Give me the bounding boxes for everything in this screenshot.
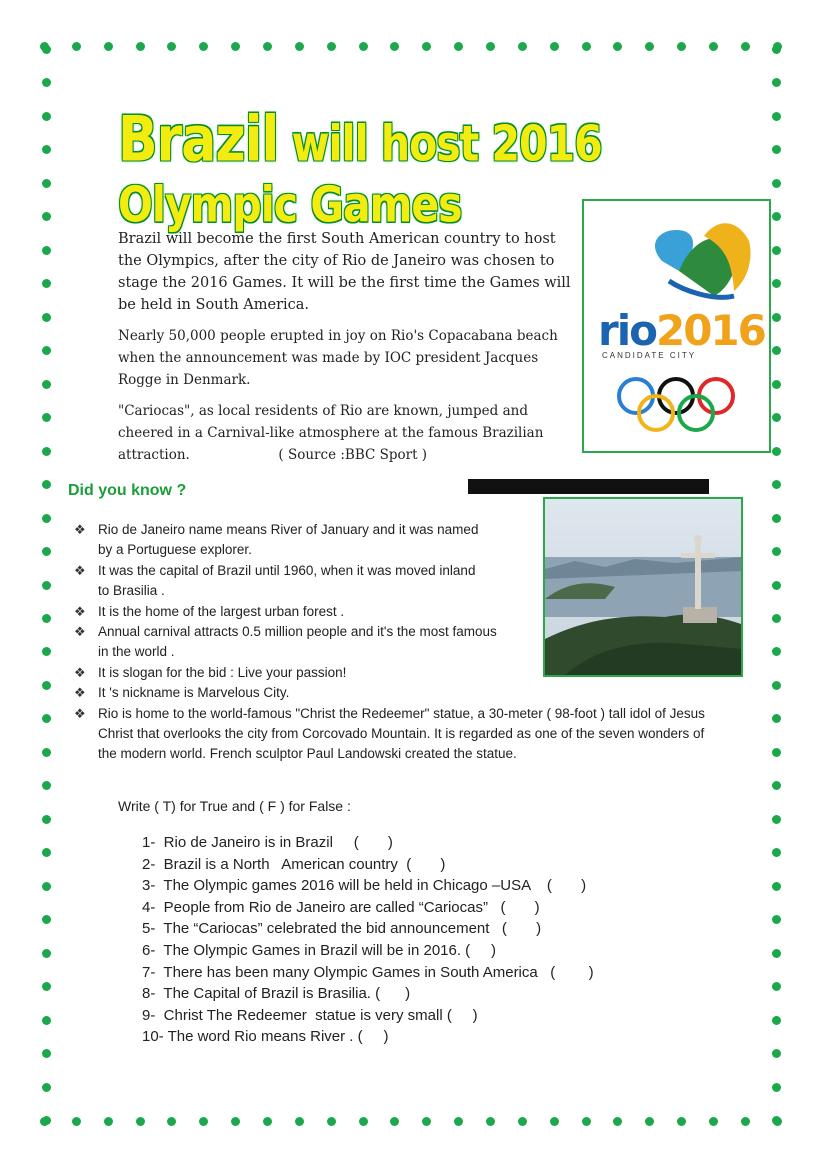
fact-text: It 's nickname is Marvelous City. xyxy=(98,685,290,701)
border-dot xyxy=(42,380,51,389)
border-dot xyxy=(42,1116,51,1125)
border-dot xyxy=(42,815,51,824)
border-dot xyxy=(136,1117,145,1126)
list-item xyxy=(74,602,718,622)
border-dot xyxy=(42,480,51,489)
border-dot xyxy=(486,1117,495,1126)
border-dot xyxy=(518,1117,527,1126)
border-dot xyxy=(390,1117,399,1126)
exercise-instruction: Write ( T) for True and ( F ) for False : xyxy=(118,798,351,814)
border-dot xyxy=(772,915,781,924)
border-dot xyxy=(772,848,781,857)
border-dot xyxy=(422,42,431,51)
border-dot xyxy=(613,1117,622,1126)
border-dot xyxy=(327,42,336,51)
border-dot xyxy=(295,42,304,51)
list-item xyxy=(74,683,718,703)
border-dot xyxy=(231,1117,240,1126)
border-dot xyxy=(359,1117,368,1126)
border-dot xyxy=(42,1049,51,1058)
border-dot xyxy=(741,42,750,51)
list-item xyxy=(74,663,718,683)
question-item: 6- The Olympic Games in Brazil will be in 2016. ( ) xyxy=(142,941,497,959)
logo-caption: CANDIDATE CITY xyxy=(602,351,697,360)
border-dot xyxy=(104,42,113,51)
border-dot xyxy=(772,514,781,523)
diamond-bullet-icon: ❖ xyxy=(74,624,86,640)
border-dot xyxy=(199,42,208,51)
true-false-questions xyxy=(142,832,594,1048)
border-dot xyxy=(42,882,51,891)
source-citation: ( Source :BBC Sport ) xyxy=(278,447,428,463)
logo-year-text: 2016 xyxy=(655,306,765,355)
border-dot xyxy=(741,1117,750,1126)
fact-text: Rio de Janeiro name means River of January and it was named by a Portuguese explorer. xyxy=(98,522,479,558)
border-dot xyxy=(772,246,781,255)
border-dot xyxy=(72,42,81,51)
border-dots-left xyxy=(42,45,52,1125)
list-item xyxy=(74,704,718,765)
border-dot xyxy=(42,949,51,958)
border-dot xyxy=(42,447,51,456)
border-dot xyxy=(422,1117,431,1126)
border-dot xyxy=(772,179,781,188)
border-dot xyxy=(772,547,781,556)
intro-paragraph-2: Nearly 50,000 people erupted in joy on Rio's Copacabana beach when the announcement was made by IOC president Jacques Rogge in Denmark. xyxy=(118,328,558,388)
fact-text: Annual carnival attracts 0.5 million people and it's the most famous in the world . xyxy=(98,624,497,660)
border-dot xyxy=(42,1083,51,1092)
diamond-bullet-icon: ❖ xyxy=(74,603,86,619)
fact-text: It is slogan for the bid : Live your passion! xyxy=(98,664,347,680)
question-item: 9- Christ The Redeemer statue is very small ( ) xyxy=(142,1006,478,1024)
rio-logo-emblem-icon xyxy=(584,201,769,311)
border-dot xyxy=(72,1117,81,1126)
question-item: 3- The Olympic games 2016 will be held in Chicago –USA ( ) xyxy=(142,877,587,895)
border-dot xyxy=(772,346,781,355)
border-dot xyxy=(772,815,781,824)
black-bar xyxy=(468,479,709,494)
intro-text xyxy=(118,228,573,475)
border-dot xyxy=(454,42,463,51)
border-dot xyxy=(772,447,781,456)
diamond-bullet-icon: ❖ xyxy=(74,664,86,680)
fact-text: It is the home of the largest urban forest . xyxy=(98,603,345,619)
border-dot xyxy=(42,848,51,857)
border-dot xyxy=(582,42,591,51)
border-dot xyxy=(42,145,51,154)
border-dot xyxy=(199,1117,208,1126)
border-dot xyxy=(263,1117,272,1126)
border-dot xyxy=(772,212,781,221)
title-first-word: Brazil xyxy=(118,104,279,176)
border-dot xyxy=(42,279,51,288)
diamond-bullet-icon: ❖ xyxy=(74,685,86,701)
border-dot xyxy=(42,313,51,322)
border-dot xyxy=(645,1117,654,1126)
border-dot xyxy=(518,42,527,51)
border-dot xyxy=(42,45,51,54)
border-dot xyxy=(454,1117,463,1126)
border-dot xyxy=(772,714,781,723)
border-dot xyxy=(772,581,781,590)
border-dot xyxy=(772,982,781,991)
border-dot xyxy=(772,45,781,54)
diamond-bullet-icon: ❖ xyxy=(74,705,86,721)
border-dot xyxy=(295,1117,304,1126)
border-dot xyxy=(136,42,145,51)
rio-2016-logo xyxy=(582,199,771,453)
list-item xyxy=(74,561,718,602)
border-dot xyxy=(42,1016,51,1025)
border-dot xyxy=(42,714,51,723)
border-dot xyxy=(42,748,51,757)
border-dot xyxy=(104,1117,113,1126)
question-item: 2- Brazil is a North American country ( ) xyxy=(142,855,446,873)
border-dot xyxy=(772,748,781,757)
border-dot xyxy=(772,1083,781,1092)
border-dot xyxy=(42,179,51,188)
border-dot xyxy=(772,279,781,288)
list-item xyxy=(74,520,718,561)
border-dot xyxy=(42,112,51,121)
border-dot xyxy=(359,42,368,51)
border-dots-top xyxy=(40,42,782,52)
border-dot xyxy=(772,1016,781,1025)
border-dot xyxy=(613,42,622,51)
diamond-bullet-icon: ❖ xyxy=(74,522,86,537)
question-item: 1- Rio de Janeiro is in Brazil ( ) xyxy=(142,834,393,851)
border-dot xyxy=(772,145,781,154)
border-dot xyxy=(486,42,495,51)
border-dot xyxy=(42,982,51,991)
border-dot xyxy=(772,647,781,656)
border-dot xyxy=(42,212,51,221)
question-item: 7- There has been many Olympic Games in South America ( ) xyxy=(142,963,594,981)
question-item: 8- The Capital of Brazil is Brasilia. ( ) xyxy=(142,985,411,1003)
border-dot xyxy=(263,42,272,51)
border-dot xyxy=(550,42,559,51)
title-rest: will host 2016 Olympic Games xyxy=(118,114,602,234)
border-dot xyxy=(772,1049,781,1058)
did-you-know-list xyxy=(74,520,718,765)
olympic-rings-icon xyxy=(584,361,769,451)
border-dot xyxy=(772,882,781,891)
border-dot xyxy=(677,1117,686,1126)
intro-paragraph-3 xyxy=(118,400,573,466)
border-dot xyxy=(772,614,781,623)
border-dot xyxy=(42,915,51,924)
intro-paragraph-1: Brazil will become the first South American country to host the Olympics, after the city of Rio de Janeiro was chosen to stage the 2016 Games. It will be the first time the Games will be held in South America. xyxy=(118,231,571,313)
border-dot xyxy=(231,42,240,51)
question-item: 10- The word Rio means River . ( ) xyxy=(142,1028,389,1046)
border-dot xyxy=(772,681,781,690)
border-dot xyxy=(390,42,399,51)
border-dot xyxy=(772,949,781,958)
border-dot xyxy=(645,42,654,51)
border-dot xyxy=(677,42,686,51)
border-dot xyxy=(167,42,176,51)
border-dot xyxy=(42,246,51,255)
border-dot xyxy=(772,112,781,121)
rio-2016-wordmark xyxy=(598,306,765,355)
intro-paragraph-3-text: "Cariocas", as local residents of Rio are known, jumped and cheered in a Carnival-like atmosphere at the famous Brazilian attraction. xyxy=(118,403,544,463)
border-dot xyxy=(550,1117,559,1126)
border-dot xyxy=(42,614,51,623)
border-dot xyxy=(709,1117,718,1126)
border-dot xyxy=(709,42,718,51)
border-dot xyxy=(42,547,51,556)
border-dot xyxy=(582,1117,591,1126)
border-dot xyxy=(42,78,51,87)
logo-rio-text: rio xyxy=(598,306,656,355)
border-dot xyxy=(42,514,51,523)
fact-text: Rio is home to the world-famous "Christ the Redeemer" statue, a 30-meter ( 98-foot ) tall idol of Jesus Christ that overlooks the city from Corcovado Mountain. It is regarded as one of the seven wonders of the modern world. French sculptor Paul Landowski created the statue. xyxy=(98,705,705,762)
border-dot xyxy=(772,413,781,422)
border-dot xyxy=(42,681,51,690)
border-dots-bottom xyxy=(40,1117,782,1127)
question-item: 5- The “Cariocas” celebrated the bid announcement ( ) xyxy=(142,920,542,938)
border-dot xyxy=(42,346,51,355)
border-dots-right xyxy=(772,45,782,1125)
border-dot xyxy=(167,1117,176,1126)
fact-text: It was the capital of Brazil until 1960, when it was moved inland to Brasilia . xyxy=(98,562,476,599)
border-dot xyxy=(42,781,51,790)
border-dot xyxy=(772,781,781,790)
border-dot xyxy=(772,380,781,389)
list-item xyxy=(74,622,718,663)
border-dot xyxy=(772,78,781,87)
border-dot xyxy=(42,647,51,656)
question-item: 4- People from Rio de Janeiro are called “Cariocas” ( ) xyxy=(142,898,540,916)
border-dot xyxy=(42,581,51,590)
did-you-know-heading: Did you know ? xyxy=(68,482,187,499)
border-dot xyxy=(772,313,781,322)
border-dot xyxy=(42,413,51,422)
border-dot xyxy=(772,1116,781,1125)
border-dot xyxy=(772,480,781,489)
diamond-bullet-icon: ❖ xyxy=(74,562,86,578)
border-dot xyxy=(327,1117,336,1126)
